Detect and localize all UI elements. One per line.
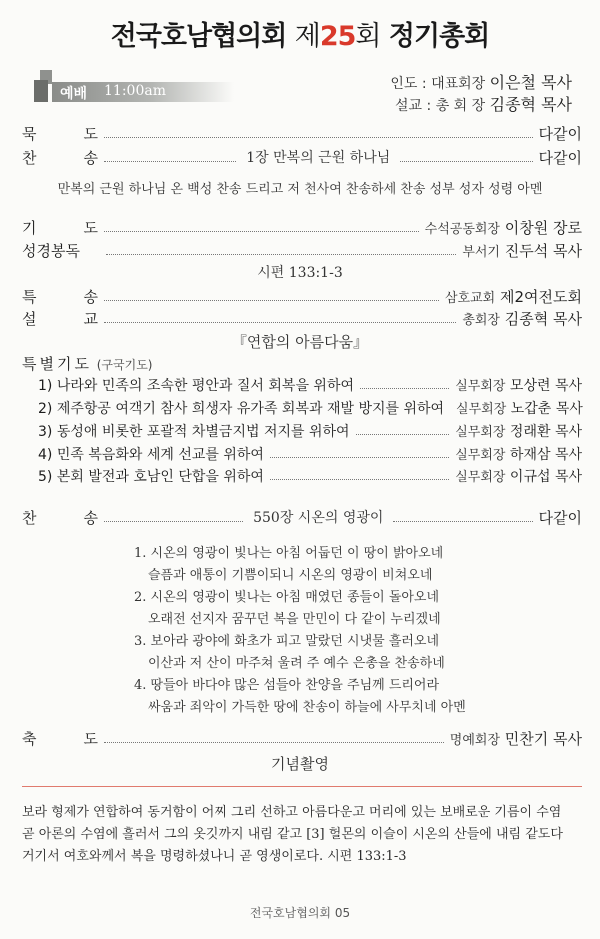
order-right: 총회장 김종혁 목사	[462, 309, 582, 328]
order-invocation	[22, 122, 582, 144]
prayer-item: 5) 본회 발전과 호남인 단합을 위하여 실무회장 이규섭 목사	[38, 469, 582, 485]
lyric-line: 2. 시온의 영광이 빛나는 아침 매였던 종들이 돌아오네	[134, 590, 440, 605]
lyric-line: 싸움과 죄악이 가득한 땅에 찬송이 하늘에 사무치네 아멘	[148, 700, 466, 715]
order-right: 명예회장 민찬기 목사	[449, 729, 582, 748]
order-right: 다같이	[538, 124, 582, 143]
lyric-line: 이산과 저 산이 마주쳐 울려 주 예수 은총을 찬송하네	[148, 656, 445, 671]
scripture-line: 곧 아론의 수염에 흘러서 그의 옷깃까지 내림 같고 [3] 헐몬의 이슬이 시온의 산들에 내림 같도다	[22, 827, 563, 842]
order-prayer	[22, 216, 582, 238]
leader-role: 인도 : 대표회장	[390, 76, 486, 92]
scripture-line: 거기서 여호와께서 복을 명령하셨나니 곧 영생이로다. 시편 133:1-3	[22, 849, 407, 864]
title-number: 25	[319, 21, 356, 52]
order-right: 다같이	[538, 508, 582, 527]
lyric-line: 슬픔과 애통이 기쁨이되니 시온의 영광이 비쳐오네	[148, 568, 433, 583]
leader-dots	[104, 161, 236, 162]
order-label: 특 송	[22, 287, 98, 306]
leader-dots	[104, 300, 439, 301]
order-label: 기 도	[22, 218, 98, 237]
leader-name: 김종혁 목사	[489, 95, 572, 114]
hymn1-lyrics: 만복의 근원 하나님 온 백성 찬송 드리고 저 천사여 찬송하세 찬송 성부 성자 성령 아멘	[57, 182, 543, 197]
order-hymn1	[22, 146, 582, 168]
title-ordinal-suffix: 회	[355, 21, 381, 52]
order-label: 찬 송	[22, 148, 98, 167]
worship-banner	[34, 70, 234, 102]
order-middle: 1장 만복의 근원 하나님	[246, 150, 391, 166]
title-ordinal-prefix: 제	[294, 21, 320, 52]
order-sermon	[22, 307, 582, 329]
leader-row-0	[390, 70, 572, 93]
order-right: 다같이	[538, 148, 582, 167]
lyric-line: 1. 시온의 영광이 빛나는 아침 어둡던 이 땅이 밝아오네	[134, 546, 444, 561]
order-label: 찬 송	[22, 508, 98, 527]
order-label: 묵 도	[22, 124, 98, 143]
scripture-line: 보라 형제가 연합하여 동거함이 어찌 그리 선하고 아름다운고 머리에 있는 보배로운 기름이 수염	[22, 805, 562, 820]
order-hymn2	[22, 506, 582, 528]
order-middle: 550장 시온의 영광이	[253, 510, 384, 526]
hymn2-lyrics	[134, 543, 554, 719]
lyric-line: 3. 보아라 광야에 화초가 피고 말랐던 시냇물 흘러오네	[134, 634, 440, 649]
page-footer: 전국호남협의회 05	[249, 906, 351, 920]
leader-dots	[104, 322, 456, 323]
order-right: 삼호교회 제2여전도회	[444, 287, 582, 306]
order-label: 성경봉독	[22, 241, 80, 260]
leader-dots	[400, 161, 532, 162]
scripture-passage	[22, 802, 582, 868]
lyric-line: 오래전 선지자 꿈꾸던 복을 만민이 다 같이 누리겠네	[148, 612, 441, 627]
sermon-title: 『연합의 아름다움』	[231, 333, 369, 351]
leader-dots	[393, 521, 532, 522]
banner-time: 11:00am	[104, 83, 166, 99]
special-prayer-heading: 특별기도 (구국기도)	[22, 355, 153, 373]
order-benediction	[22, 727, 582, 749]
page-title	[0, 14, 600, 53]
leader-dots	[104, 137, 533, 138]
leader-dots	[104, 231, 419, 232]
section-divider	[22, 786, 582, 787]
group-photo: 기념촬영	[271, 755, 329, 773]
banner-label: 예배	[60, 86, 88, 102]
order-reading	[22, 239, 582, 261]
order-right: 수석공동회장 이창원 장로	[424, 218, 582, 237]
prayer-item: 1) 나라와 민족의 조속한 평안과 질서 회복을 위하여 실무회장 모상련 목사	[38, 378, 582, 394]
leader-dots	[106, 254, 456, 255]
leader-row-1	[395, 92, 572, 115]
banner-tab-shadow	[34, 80, 48, 102]
prayer-item: 3) 동성애 비롯한 포괄적 차별금지법 저지를 위하여 실무회장 정래환 목사	[38, 424, 582, 440]
title-org: 전국호남협의회	[110, 21, 287, 52]
leader-name: 이은철 목사	[489, 73, 572, 92]
lyric-line: 4. 땅들아 바다야 많은 섬들아 찬양을 주님께 드리어라	[134, 678, 440, 693]
order-special	[22, 285, 582, 307]
order-label: 설 교	[22, 309, 98, 328]
title-event: 정기총회	[388, 21, 490, 52]
prayer-item: 4) 민족 복음화와 세계 선교를 위하여 실무회장 하재삼 목사	[38, 447, 582, 463]
leader-dots	[104, 521, 243, 522]
reading-reference: 시편 133:1-3	[257, 265, 343, 281]
prayer-item: 2) 제주항공 여객기 참사 희생자 유가족 회복과 재발 방지를 위하여 실무회장 노갑춘 목사	[38, 401, 583, 417]
leader-role: 설교 : 총 회 장	[395, 98, 486, 114]
order-right: 부서기 진두석 목사	[462, 241, 582, 260]
leader-dots	[104, 742, 444, 743]
order-label: 축 도	[22, 729, 98, 748]
